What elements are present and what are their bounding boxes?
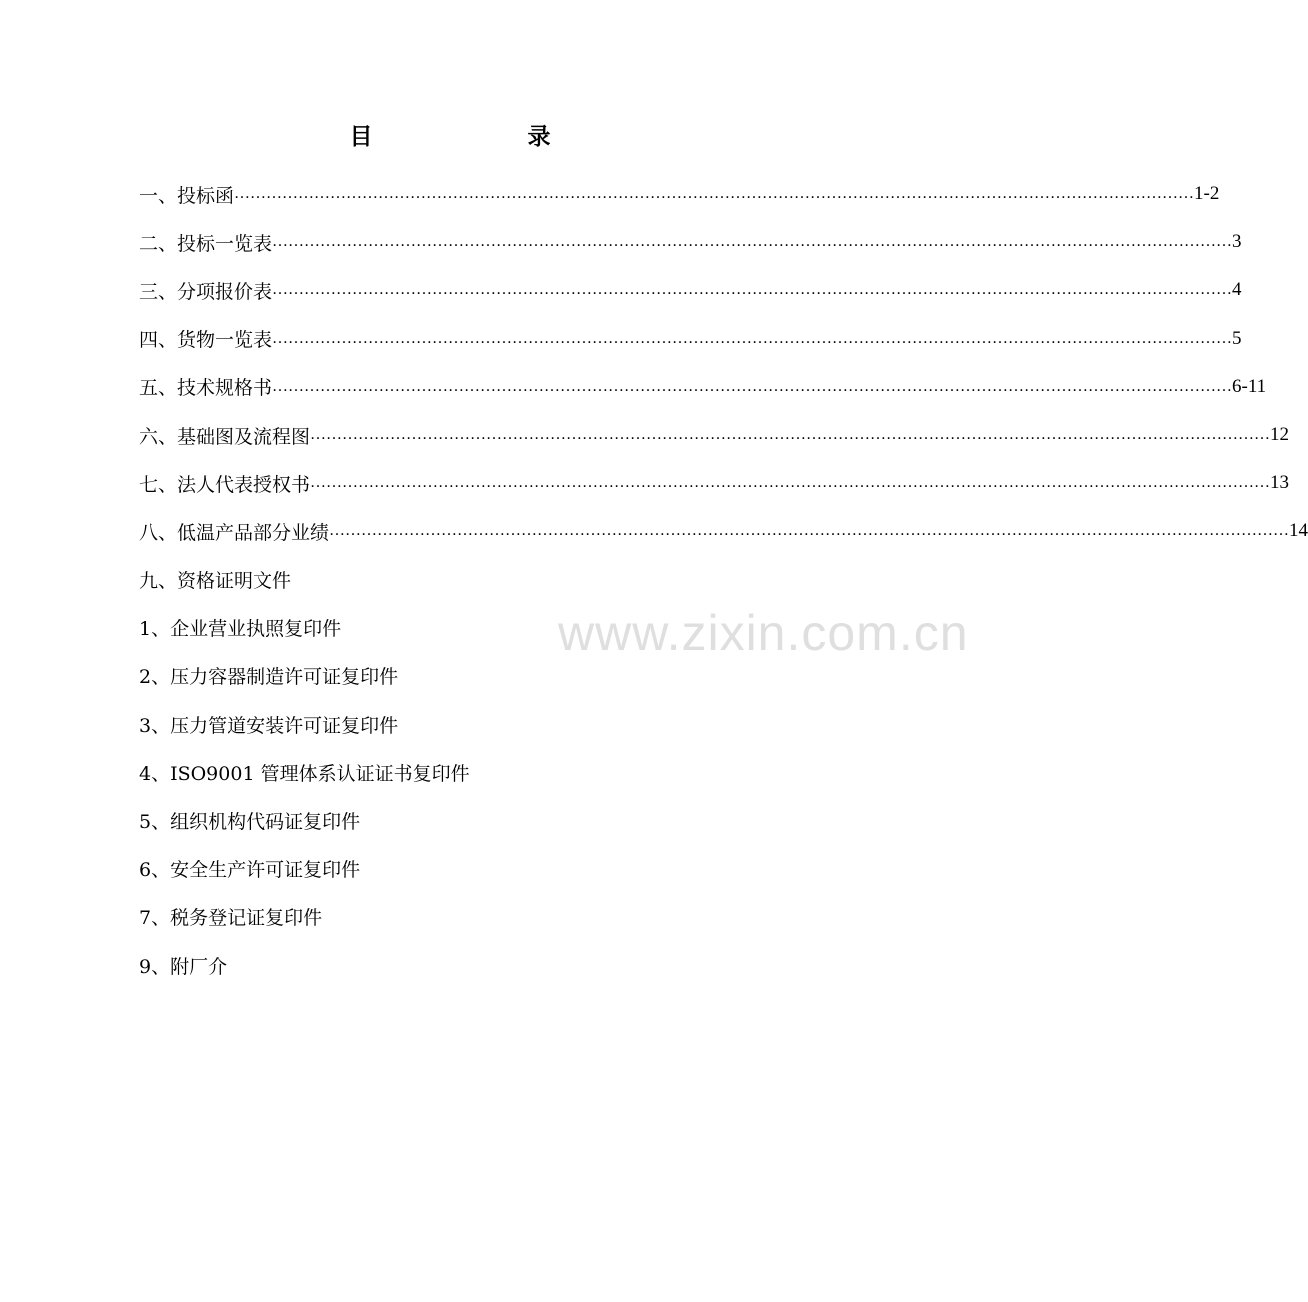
toc-entry-label: 八、低温产品部分业绩 xyxy=(139,521,330,544)
toc-entry xyxy=(139,363,1267,411)
toc-entry-label: 三、分项报价表 xyxy=(139,280,273,303)
toc-leader-dots: ……………………………………………………………………………………………………………………………………………………………… xyxy=(234,185,1195,203)
toc-entry xyxy=(139,507,1308,555)
page-title: 目 录 xyxy=(349,123,617,150)
toc-entry-label: 四、货物一览表 xyxy=(139,329,273,352)
toc-entry-label: 4、ISO9001 管理体系认证证书复印件 xyxy=(139,762,470,785)
toc-entry-label: 3、压力管道安装许可证复印件 xyxy=(139,714,399,737)
toc-entry-page: 6-11 xyxy=(1232,375,1267,397)
toc-entry-page: 4 xyxy=(1232,279,1242,301)
toc-entry xyxy=(139,315,1242,363)
toc-leader-dots: ……………………………………………………………………………………………………………………………………………………………… xyxy=(272,377,1233,395)
toc-entry-label: 七、法人代表授权书 xyxy=(139,473,311,496)
toc-entry xyxy=(139,748,779,796)
toc-entry xyxy=(139,893,779,941)
toc-entry-label: 6、安全生产许可证复印件 xyxy=(139,859,361,882)
toc-leader-dots: ……………………………………………………………………………………………………………………………………………………………… xyxy=(310,474,1271,492)
toc-entry xyxy=(139,411,1290,459)
toc-entry xyxy=(139,845,779,893)
toc-entry xyxy=(139,218,1242,266)
toc-leader-dots: ……………………………………………………………………………………………………………………………………………………………… xyxy=(329,522,1290,540)
toc-entry-label: 1、企业营业执照复印件 xyxy=(139,618,342,641)
toc-entry xyxy=(139,941,779,989)
toc-leader-dots: ……………………………………………………………………………………………………………………………………………………………… xyxy=(272,329,1233,347)
toc-entry xyxy=(139,170,1220,218)
toc-entry xyxy=(139,796,779,844)
toc-leader-dots: ……………………………………………………………………………………………………………………………………………………………… xyxy=(310,426,1271,444)
toc-entry-label: 六、基础图及流程图 xyxy=(139,425,311,448)
toc-entry-page: 1-2 xyxy=(1194,183,1220,205)
toc-leader-dots: ……………………………………………………………………………………………………………………………………………………………… xyxy=(272,281,1233,299)
toc-entry-page: 5 xyxy=(1232,327,1242,349)
toc-entry-page: 13 xyxy=(1270,472,1290,494)
toc-entry-page: 14 xyxy=(1289,520,1308,542)
toc-entry xyxy=(139,266,1242,314)
toc-entry-label: 五、技术规格书 xyxy=(139,377,273,400)
toc-entry-label: 九、资格证明文件 xyxy=(139,570,292,593)
toc-entry xyxy=(139,556,779,604)
toc-leader-dots: ……………………………………………………………………………………………………………………………………………………………… xyxy=(272,233,1233,251)
toc-entry-label: 9、附厂介 xyxy=(139,955,228,978)
toc-entry-label: 5、组织机构代码证复印件 xyxy=(139,811,361,834)
table-of-contents xyxy=(139,170,1308,989)
toc-entry-label: 2、压力容器制造许可证复印件 xyxy=(139,666,399,689)
toc-entry-page: 3 xyxy=(1232,231,1242,253)
toc-entry xyxy=(139,459,1290,507)
watermark: www.zixin.com.cn xyxy=(558,605,969,661)
toc-entry-label: 二、投标一览表 xyxy=(139,232,273,255)
toc-entry xyxy=(139,700,779,748)
toc-entry-page: 12 xyxy=(1270,424,1290,446)
toc-entry-label: 一、投标函 xyxy=(139,184,235,207)
toc-entry-label: 7、税务登记证复印件 xyxy=(139,907,323,930)
